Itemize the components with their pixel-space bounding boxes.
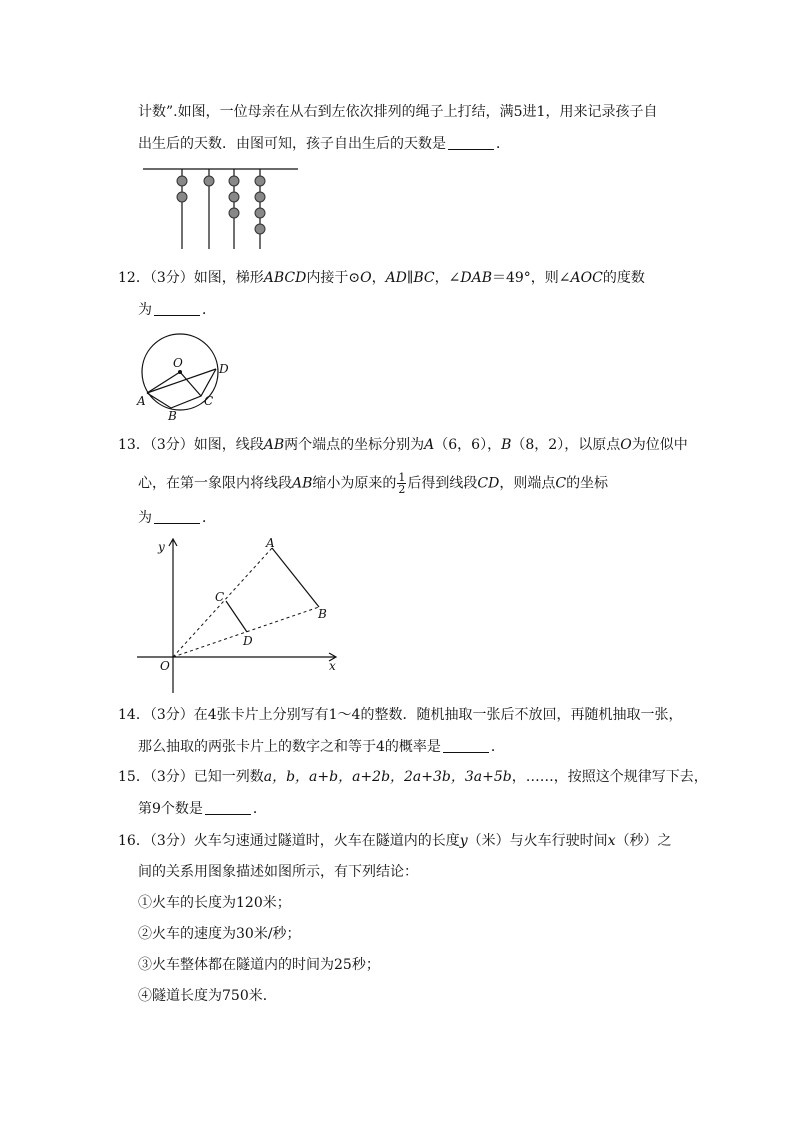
- q13-ab2: AB: [292, 475, 313, 492]
- segment-cd: [226, 601, 247, 632]
- label-point-c: C: [215, 590, 225, 604]
- q15-t1: 15．（3分）已知一列数: [118, 769, 264, 785]
- q15-line2: [138, 799, 267, 819]
- q13-line2e: 的坐标: [566, 475, 609, 492]
- q11-line2-text: 出生后的天数．由图可知，孩子自出生后的天数是: [138, 136, 446, 152]
- q13-cd: CD: [477, 475, 500, 492]
- q16-conclusion-2: [138, 924, 301, 944]
- q16-t3: （秒）之: [615, 833, 672, 849]
- q12-end: ．: [202, 302, 216, 318]
- q13-t2: 为位似中: [631, 437, 688, 453]
- q12-dab: DAB: [460, 270, 492, 286]
- q11-num-1: 1: [536, 104, 546, 120]
- q11-text-a: 计数”.如图，一位母亲在从右到左依次排列的绳子上打结，满: [138, 104, 514, 120]
- q13-acoord: （6，6），: [434, 437, 502, 453]
- q16-y: y: [459, 833, 468, 849]
- q16-t2: （米）与火车行驶时间: [467, 833, 608, 849]
- q14-answer-blank: [443, 738, 489, 753]
- label-x: x: [329, 659, 336, 673]
- q13-o: O: [620, 437, 632, 453]
- q15-line2-text: 第9个数是: [138, 801, 203, 817]
- q14-line1: [118, 705, 682, 725]
- q16-c3-text: ③火车整体都在隧道内的时间为25秒；: [138, 957, 380, 973]
- ray-ob: [173, 607, 319, 657]
- label-point-d: D: [243, 634, 253, 648]
- q14-line2: [138, 737, 505, 757]
- q16-conclusion-1: [138, 893, 291, 913]
- q16-conclusion-4: [138, 986, 277, 1006]
- q13-end: ．: [202, 510, 216, 526]
- q16-c1-text: ①火车的长度为120米；: [138, 895, 291, 911]
- q15-t2: ，……，按照这个规律写下去，: [511, 769, 708, 785]
- q14-line1-text: 14．（3分）在4张卡片上分别写有1～4的整数．随机抽取一张后不放回，再随机抽取一张，: [118, 707, 683, 723]
- label-b: B: [168, 409, 177, 423]
- q13-number: 13．（3分）如图，线段: [118, 437, 264, 453]
- q12-adbc: AD∥BC: [385, 270, 435, 286]
- q16-x: x: [607, 833, 616, 849]
- q13-line2b: 缩小为原来的: [312, 475, 397, 492]
- label-a: A: [137, 394, 146, 408]
- q14-line2-text: 那么抽取的两张卡片上的数字之和等于4的概率是: [138, 739, 441, 755]
- frac-numerator: 1: [398, 471, 406, 484]
- q13-ab: AB: [263, 437, 285, 453]
- q15-answer-blank: [205, 800, 251, 815]
- q13-line2d: ，则端点: [499, 475, 556, 492]
- q11-text-c: ，用来记录孩子自: [545, 104, 658, 120]
- q16-conclusion-3: [138, 955, 380, 975]
- q13-line3-text: 为: [138, 510, 152, 526]
- label-c: C: [204, 394, 214, 408]
- q13-a: A: [424, 437, 435, 453]
- q16-c4-text: ④隧道长度为750米．: [138, 988, 277, 1004]
- frac-denominator: 2: [398, 483, 406, 496]
- q14-end: ．: [490, 739, 505, 755]
- q15-line1: [118, 767, 708, 787]
- q12-aoc: AOC: [570, 270, 603, 286]
- q13-t1: 两个端点的坐标分别为: [284, 437, 425, 453]
- label-origin: O: [160, 659, 170, 673]
- label-point-b: B: [318, 607, 327, 621]
- q12-abcd: ABCD: [263, 270, 307, 286]
- q16-t1: 16．（3分）火车匀速通过隧道时，火车在隧道内的长度: [118, 833, 460, 849]
- q13-b: B: [501, 437, 512, 453]
- q13-line2c: 后得到线段: [407, 475, 478, 492]
- q16-line1: [118, 831, 672, 851]
- q13-c: C: [555, 475, 567, 492]
- q13-line2a: 心，在第一象限内将线段: [138, 475, 292, 492]
- q16-c2-text: ②火车的速度为30米/秒；: [138, 926, 301, 942]
- q12-t4: ＝49°，则∠: [491, 270, 571, 286]
- label-o: O: [173, 356, 183, 370]
- q11-num-5: 5: [513, 104, 523, 120]
- q12-line2-text: 为: [138, 302, 152, 318]
- q12-o: O: [360, 270, 372, 286]
- q12-t5: 的度数: [602, 270, 645, 286]
- label-y: y: [158, 540, 165, 554]
- q12-t3: ，∠: [434, 270, 461, 286]
- q12-t2: ，: [371, 270, 386, 286]
- q12-number: 12．（3分）如图，梯形: [118, 270, 264, 286]
- q15-end: ．: [252, 801, 267, 817]
- q16-line2-text: 间的关系用图象描述如图所示，有下列结论：: [138, 864, 418, 880]
- q13-bcoord: （8，2），以原点: [511, 437, 621, 453]
- q12-t1: 内接于⊙: [306, 270, 361, 286]
- label-point-a: A: [266, 536, 275, 550]
- q15-sequence: a，b，a+b，a+2b，2a+3b，3a+5b: [263, 769, 512, 785]
- segment-ab: [272, 548, 319, 607]
- q11-text-b: 进: [522, 104, 537, 120]
- q16-line2: [138, 862, 418, 882]
- q11-end: ．: [496, 136, 510, 152]
- label-d: D: [219, 362, 229, 376]
